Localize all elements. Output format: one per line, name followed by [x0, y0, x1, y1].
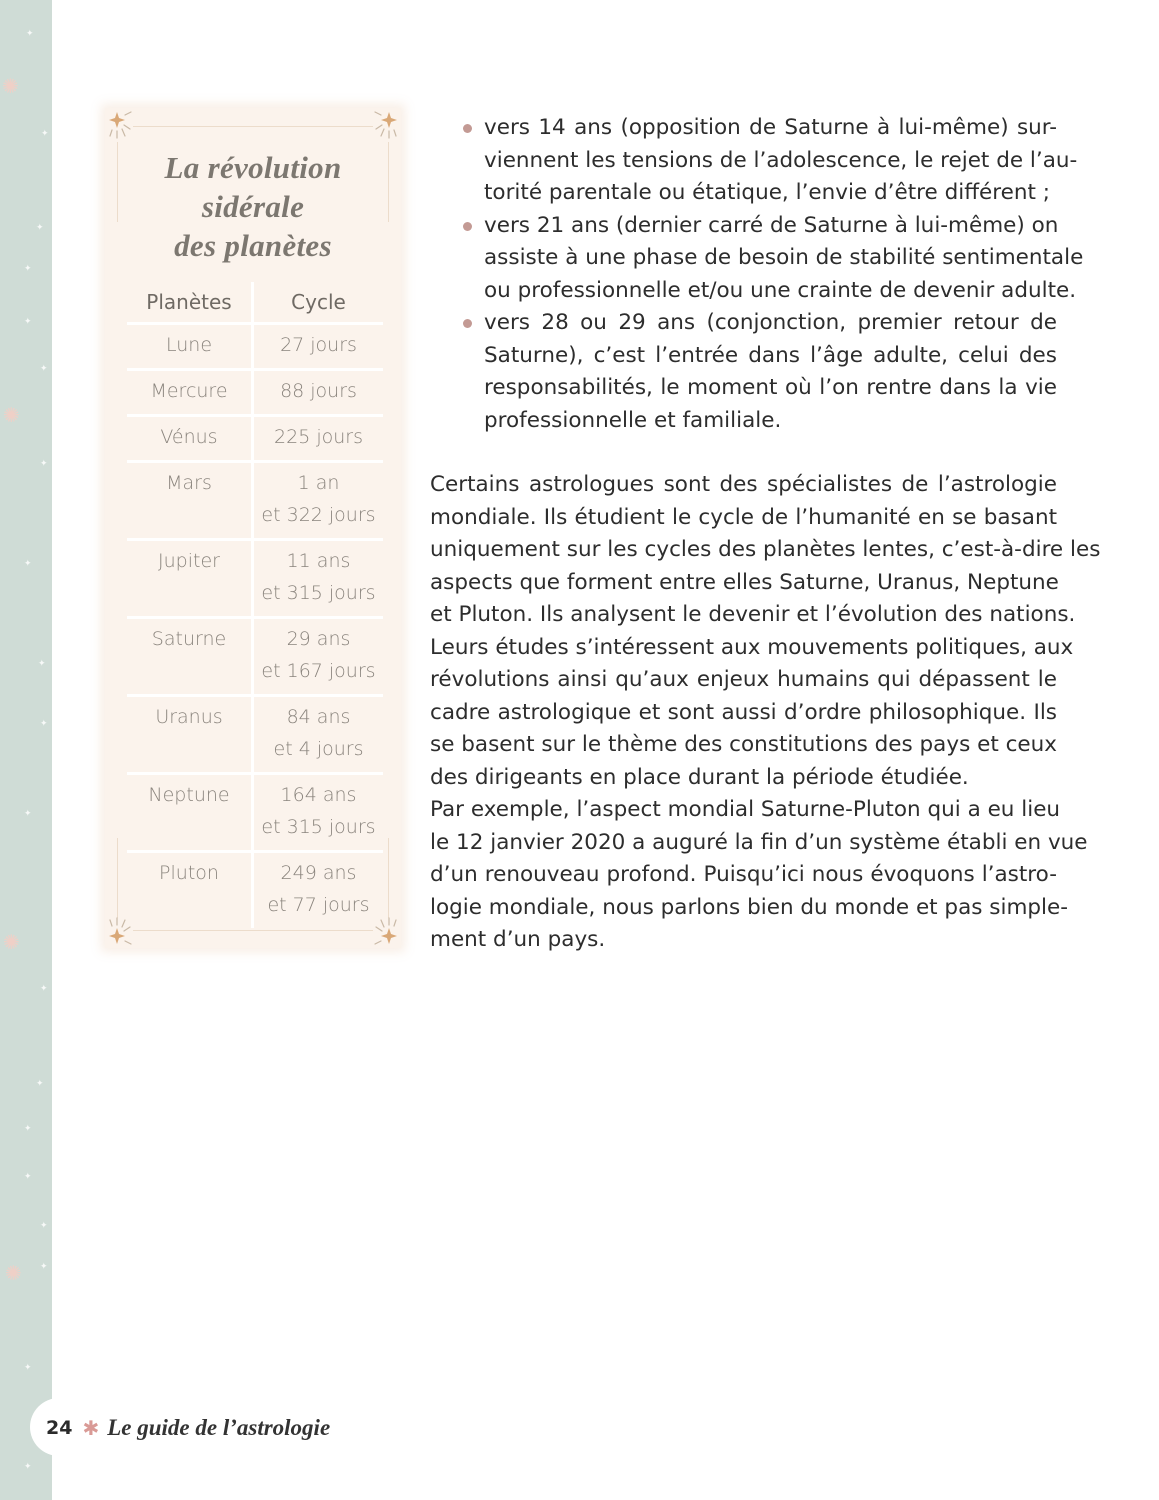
star-icon: ✦ [26, 29, 34, 39]
text-line: le 12 janvier 2020 a auguré la fin d’un système établi en vue [430, 829, 1088, 855]
cycle-cell [253, 774, 384, 852]
cycle-line: et 167 jours [261, 660, 376, 682]
paragraph [430, 794, 1088, 957]
text-line: Par exemple, l’aspect mondial Saturne-Pluton qui a eu lieu [430, 797, 1061, 822]
table-row [127, 852, 383, 929]
table-row [127, 696, 383, 774]
text-line: révolutions ainsi qu’aux enjeux humains qui dépassent le [430, 667, 1057, 692]
cycle-line: et 315 jours [261, 582, 376, 604]
page-footer [46, 1408, 330, 1448]
star-icon: ✦ [40, 1221, 48, 1231]
text-line: vers 14 ans (opposition de Saturne à lui-même) sur- [484, 115, 1057, 140]
star-icon: ✦ [41, 129, 49, 139]
planet-cycle-table [127, 282, 383, 928]
cycle-line: 225 jours [274, 426, 363, 448]
bullet-dot-icon [463, 319, 472, 328]
star-icon: ✱ [82, 1416, 100, 1440]
column-header-cycle: Cycle [253, 282, 384, 324]
paragraph [430, 469, 1101, 794]
page-number: 24 [46, 1417, 73, 1439]
list-item [463, 210, 1084, 308]
cycle-cell [253, 696, 384, 774]
star-icon: ✦ [24, 1172, 32, 1182]
star-icon: ✦ [24, 264, 32, 274]
text-line: aspects que forment entre elles Saturne, Uranus, Neptune [430, 569, 1059, 595]
text-line: responsabilités, le moment où l’on rentre dans la vie [484, 375, 1057, 400]
cycle-line: 1 an [297, 472, 340, 494]
saturn-cycle-bullet-list [463, 112, 1084, 437]
book-title: Le guide de l’astrologie [107, 1415, 331, 1440]
star-icon: ✦ [40, 984, 48, 994]
starburst-ornament-icon [363, 106, 403, 146]
planet-cell: Mars [127, 462, 253, 540]
star-icon: ✺ [5, 1261, 22, 1285]
text-line: des dirigeants en place durant la période étudiée. [430, 764, 969, 790]
text-line: uniquement sur les cycles des planètes lentes, c’est-à-dire les [430, 537, 1101, 562]
cycle-line: 27 jours [280, 334, 357, 356]
sidereal-revolution-card [105, 108, 401, 948]
star-icon: ✦ [24, 1462, 32, 1472]
cycle-line: 11 ans [286, 550, 351, 572]
planet-cell: Lune [127, 324, 253, 370]
star-icon: ✦ [36, 1079, 44, 1089]
column-header-planets: Planètes [127, 282, 253, 324]
bullet-dot-icon [463, 124, 472, 133]
planet-cell: Saturne [127, 618, 253, 696]
text-line: et Pluton. Ils analysent le devenir et l’évolution des nations. [430, 602, 1076, 627]
frame-line-top [133, 126, 373, 127]
table-row [127, 370, 383, 416]
cycle-line: et 322 jours [261, 504, 376, 526]
decorative-sidebar [0, 0, 52, 1500]
cycle-line: 88 jours [280, 380, 357, 402]
card-title-line: des planètes [174, 228, 332, 263]
cycle-cell [253, 852, 384, 929]
list-item [463, 307, 1057, 437]
cycle-line: et 77 jours [267, 894, 370, 916]
cycle-line: 164 ans [280, 784, 357, 806]
star-icon: ✦ [40, 459, 48, 469]
text-line: viennent les tensions de l’adolescence, le rejet de l’au- [484, 147, 1078, 173]
cycle-cell [253, 540, 384, 618]
cycle-cell [253, 462, 384, 540]
planet-cell: Mercure [127, 370, 253, 416]
star-icon: ✦ [38, 659, 46, 669]
star-icon: ✦ [40, 1262, 48, 1272]
text-line: assiste à une phase de besoin de stabilité sentimentale [484, 245, 1084, 270]
star-icon: ✺ [3, 930, 20, 954]
cycle-cell [253, 324, 384, 370]
star-icon: ✺ [2, 74, 19, 98]
star-icon: ✦ [40, 364, 48, 374]
text-line: logie mondiale, nous parlons bien du monde et pas simple- [430, 894, 1069, 920]
table-row [127, 324, 383, 370]
cycle-line: et 315 jours [261, 816, 376, 838]
text-line: Leurs études s’intéressent aux mouvements politiques, aux [430, 634, 1074, 660]
text-line: ou professionnelle et/ou une crainte de devenir adulte. [484, 277, 1077, 303]
cycle-line: 84 ans [286, 706, 351, 728]
cycle-line: 29 ans [286, 628, 351, 650]
planet-cell: Neptune [127, 774, 253, 852]
text-line: mondiale. Ils étudient le cycle de l’humanité en se basant [430, 504, 1057, 530]
text-line: Saturne), c’est l’entrée dans l’âge adulte, celui des [484, 342, 1057, 368]
card-title-line: sidérale [201, 189, 305, 224]
cycle-cell [253, 370, 384, 416]
frame-line-left-bottom [117, 838, 118, 918]
planet-cell: Uranus [127, 696, 253, 774]
text-line: vers 28 ou 29 ans (conjonction, premier retour de [484, 310, 1057, 335]
table-row [127, 618, 383, 696]
text-line: vers 21 ans (dernier carré de Saturne à lui-même) on [484, 212, 1059, 238]
planet-cell: Jupiter [127, 540, 253, 618]
frame-line-bottom [133, 930, 373, 931]
star-icon: ✦ [24, 1124, 32, 1134]
planet-cell: Vénus [127, 416, 253, 462]
star-icon: ✦ [36, 223, 44, 233]
star-icon: ✦ [24, 317, 32, 327]
cycle-cell [253, 416, 384, 462]
table-row [127, 540, 383, 618]
text-line: Certains astrologues sont des spécialistes de l’astrologie [430, 472, 1057, 497]
card-title-line: La révolution [164, 150, 342, 185]
text-line: torité parentale ou étatique, l’envie d’être différent ; [484, 180, 1050, 205]
table-header-row [127, 282, 383, 324]
body-text [430, 469, 1101, 957]
bullet-dot-icon [463, 222, 472, 231]
text-line: se basent sur le thème des constitutions des pays et ceux [430, 732, 1058, 757]
card-title [105, 148, 401, 265]
cycle-line: et 4 jours [273, 738, 364, 760]
text-line: cadre astrologique et sont aussi d’ordre philosophique. Ils [430, 699, 1057, 725]
table-row [127, 774, 383, 852]
cycle-line: 249 ans [280, 862, 357, 884]
text-line: professionnelle et familiale. [484, 407, 782, 433]
starburst-ornament-icon [103, 106, 143, 146]
table-row [127, 416, 383, 462]
star-icon: ✦ [40, 719, 48, 729]
planet-cell: Pluton [127, 852, 253, 929]
list-item [463, 112, 1078, 210]
cycle-cell [253, 618, 384, 696]
text-line: d’un renouveau profond. Puisqu’ici nous évoquons l’astro- [430, 862, 1057, 887]
star-icon: ✺ [3, 403, 20, 427]
text-line: ment d’un pays. [430, 927, 606, 952]
table-row [127, 462, 383, 540]
frame-line-right-bottom [388, 838, 389, 918]
star-icon: ✦ [24, 1363, 32, 1373]
star-icon: ✦ [24, 559, 32, 569]
star-icon: ✦ [24, 809, 32, 819]
